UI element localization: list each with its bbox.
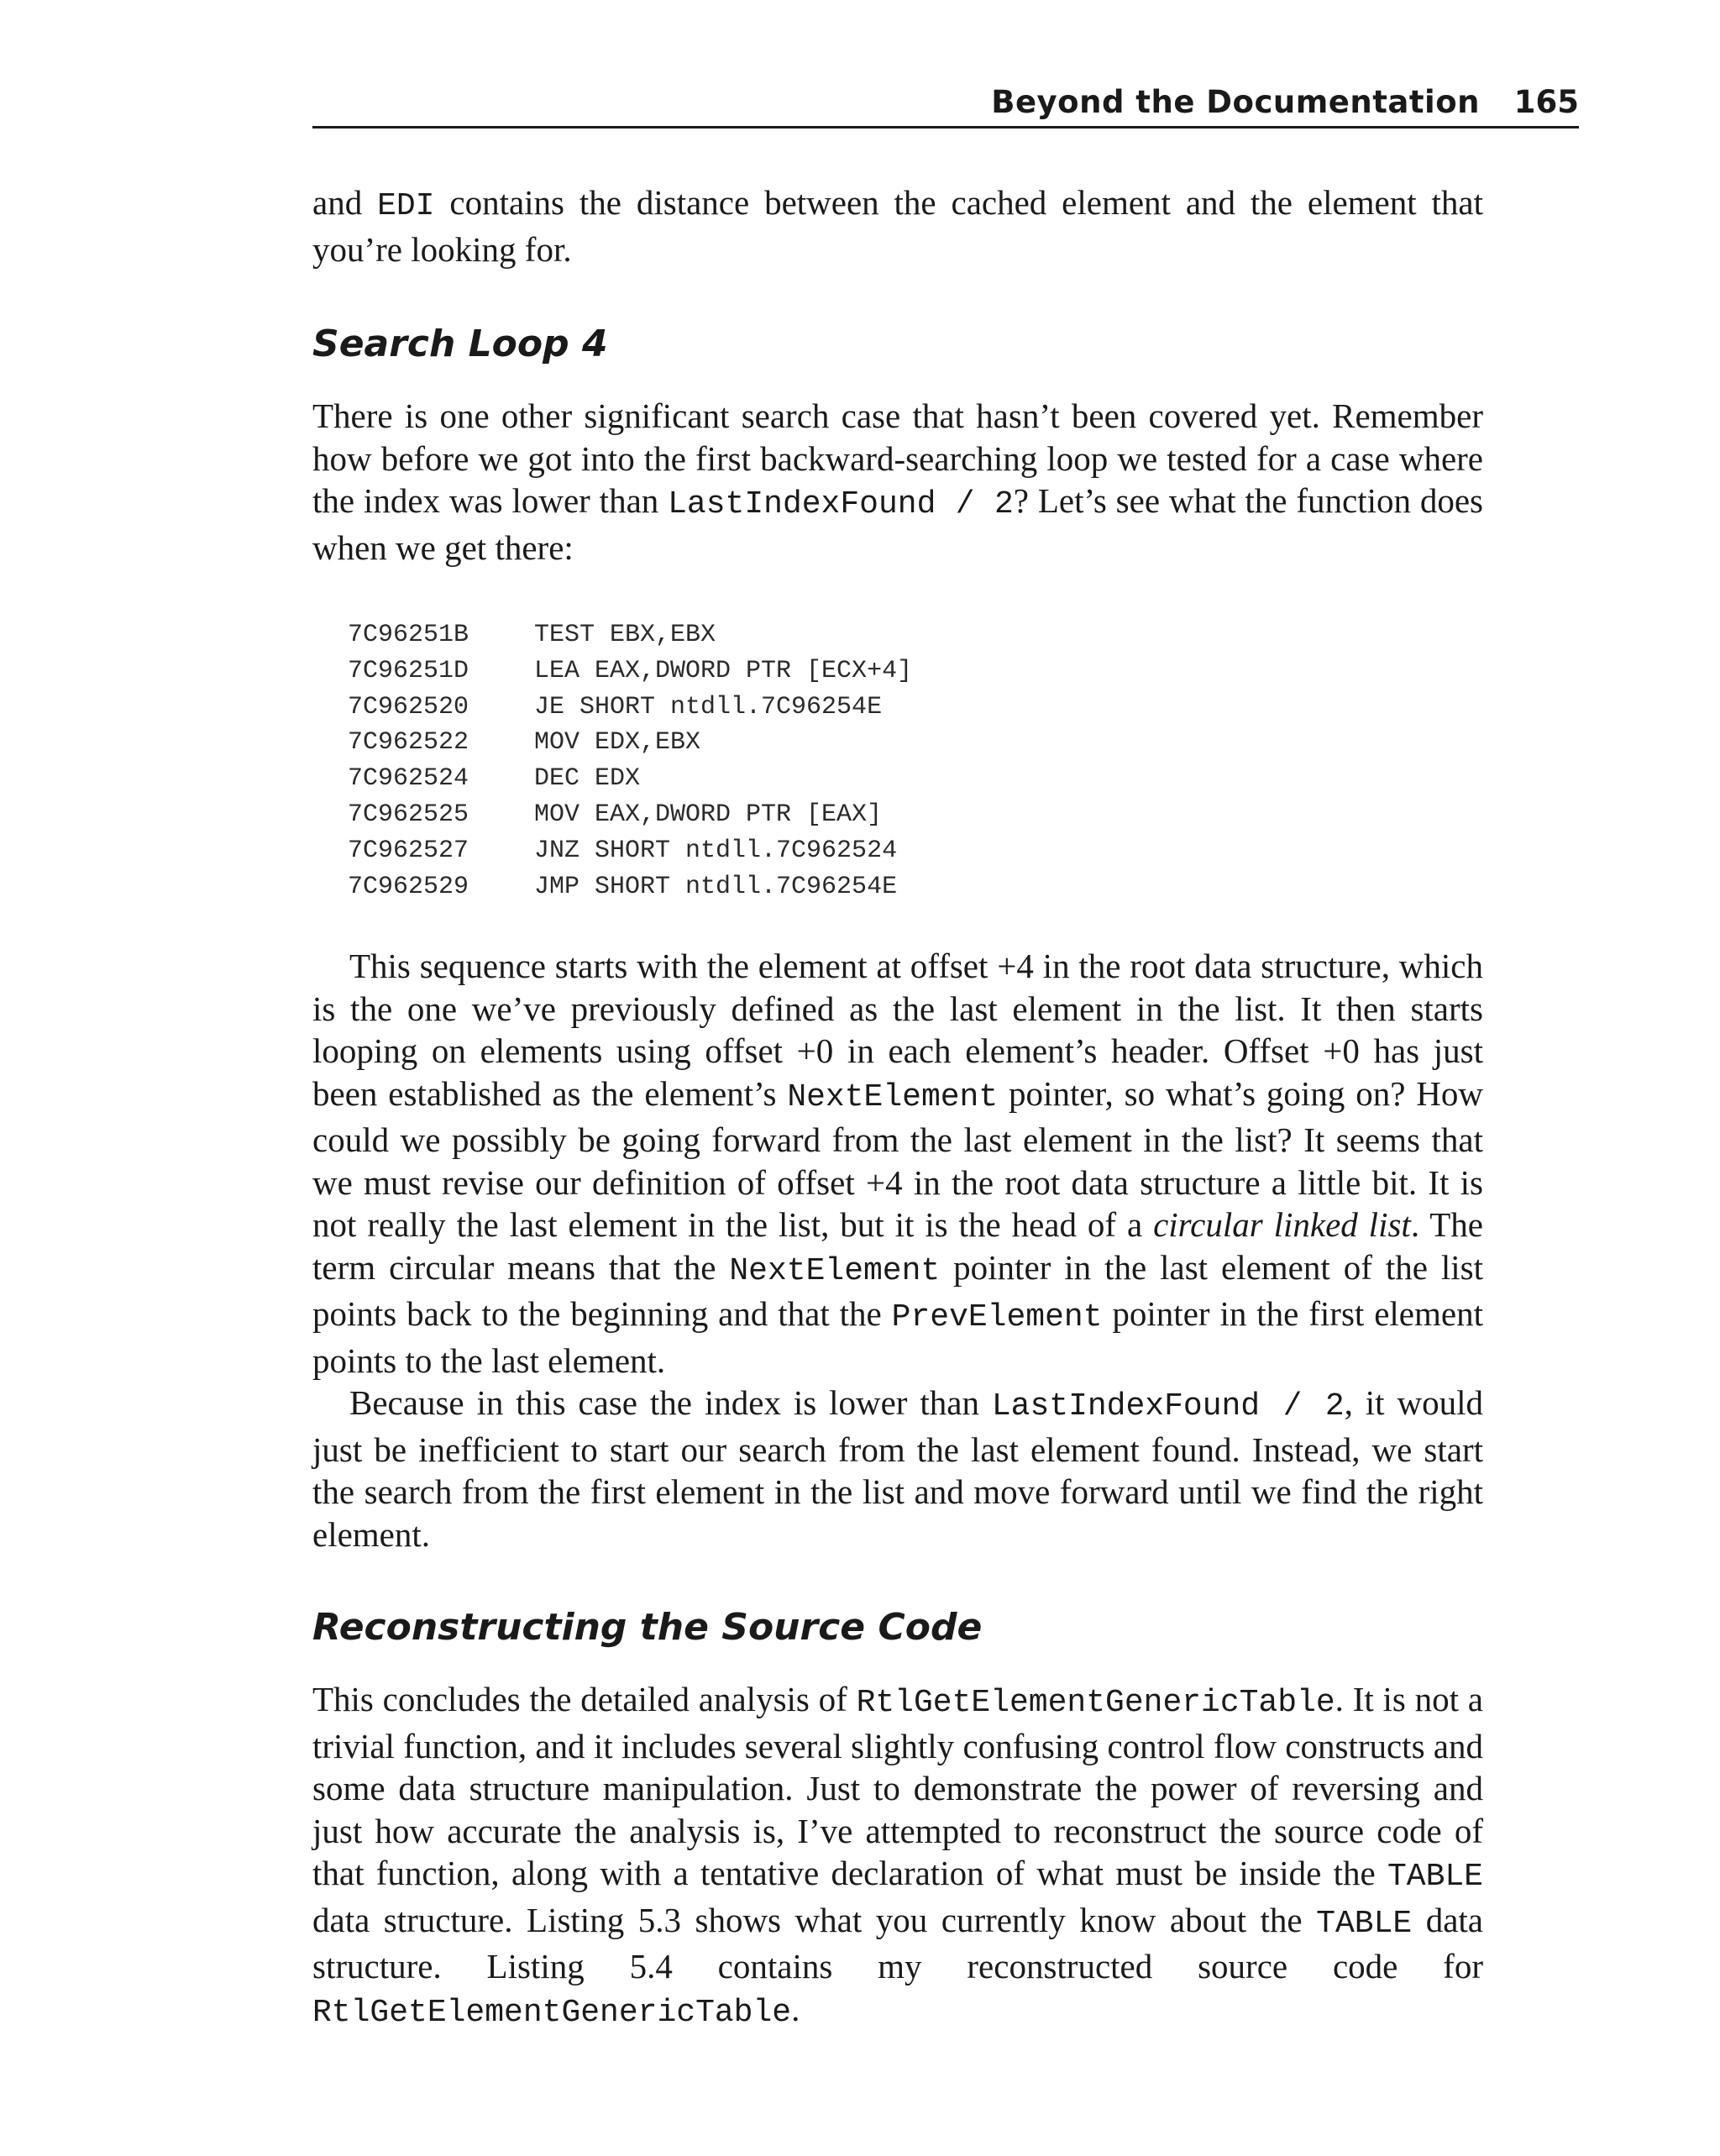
listing-address: 7C962529 bbox=[348, 872, 469, 901]
emphasis-circular-linked-list: circular linked list bbox=[1153, 1205, 1411, 1245]
code-nextelement: NextElement bbox=[729, 1252, 941, 1289]
listing-line bbox=[348, 761, 1483, 797]
listing-instruction: MOV EAX,DWORD PTR [EAX] bbox=[534, 800, 883, 829]
listing-instruction: JMP SHORT ntdll.7C96254E bbox=[534, 872, 898, 901]
assembly-listing bbox=[348, 617, 1483, 905]
paragraph-first-element-search: Because in this case the index is lower than LastIndexFound / 2, it would just be inefficient to start our search from the last element found. Instead, we start the search from the first element in the list and move forward until we find the right element. bbox=[312, 1383, 1483, 1554]
page-body bbox=[312, 181, 1483, 2034]
listing-line bbox=[348, 653, 1483, 690]
paragraph-conclusion: This concludes the detailed analysis of RtlGetElementGenericTable. It is not a trivial function, and it includes several slightly confusing control flow constructs and some data structure manipulation. Just to demonstrate the power of reversing and just how accurate the analysis is, I’ve attempted to reconstruct the source code of that function, along with a tentative declaration of what must be inside the TABLE data structure. Listing 5.3 shows what you currently know about the TABLE data structure. Listing 5.4 contains my reconstructed source code for RtlGetElementGenericTable. bbox=[312, 1680, 1483, 2031]
section-heading-search-loop-4: Search Loop 4 bbox=[312, 323, 608, 365]
page-number: 165 bbox=[1513, 84, 1579, 120]
code-edi: EDI bbox=[377, 188, 435, 224]
paragraph-circular-list: This sequence starts with the element at offset +4 in the root data structure, which is the one we’ve previously defined as the last element in the list. It then starts looping on elements using offset +0 in each element’s header. Offset +0 has just been established as the element’s NextElement pointer, so what’s going on? How could we possibly be going forward from the last element in the list? It seems that we must revise our definition of offset +4 in the root data structure a little bit. It is not really the last element in the list, but it is the head of a circular linked list. The term circular means that the NextElement pointer in the last element of the list points back to the beginning and that the PrevElement pointer in the first element points to the last element. bbox=[312, 947, 1484, 1380]
code-prevelement: PrevElement bbox=[891, 1299, 1103, 1336]
listing-address: 7C962527 bbox=[348, 836, 469, 865]
listing-instruction: LEA EAX,DWORD PTR [ECX+4] bbox=[534, 656, 913, 685]
listing-address: 7C962524 bbox=[348, 764, 469, 794]
listing-address: 7C962522 bbox=[348, 728, 469, 758]
listing-instruction: DEC EDX bbox=[534, 764, 641, 794]
paragraph-edi-distance: and EDI contains the distance between the cached element and the element that you’re looking for. bbox=[312, 183, 1483, 269]
section-heading-reconstructing: Reconstructing the Source Code bbox=[312, 1606, 983, 1650]
code-nextelement: NextElement bbox=[787, 1078, 999, 1115]
code-table: TABLE bbox=[1387, 1859, 1483, 1896]
listing-line bbox=[348, 725, 1483, 761]
listing-instruction: JE SHORT ntdll.7C96254E bbox=[534, 692, 883, 721]
listing-line bbox=[348, 797, 1483, 833]
listing-instruction: JNZ SHORT ntdll.7C962524 bbox=[534, 836, 898, 865]
listing-line bbox=[348, 869, 1483, 905]
code-lastindexfound: LastIndexFound / 2 bbox=[668, 486, 1014, 522]
paragraph-search-case: There is one other significant search case that hasn’t been covered yet. Remember how before we got into the first backward-searching loop we tested for a case where the index was lower than LastIndexFound / 2? Let’s see what the function does when we get there: bbox=[312, 396, 1483, 567]
code-lastindexfound: LastIndexFound / 2 bbox=[991, 1388, 1345, 1425]
code-rtlgetelementgenerictable: RtlGetElementGenericTable bbox=[856, 1685, 1335, 1722]
listing-line bbox=[348, 690, 1483, 726]
listing-address: 7C96251D bbox=[348, 656, 469, 685]
header-title: Beyond the Documentation bbox=[991, 84, 1480, 120]
listing-address: 7C96251B bbox=[348, 621, 469, 649]
code-table: TABLE bbox=[1316, 1905, 1413, 1942]
listing-address: 7C962520 bbox=[348, 692, 469, 721]
listing-line bbox=[348, 617, 1483, 653]
listing-instruction: TEST EBX,EBX bbox=[534, 621, 716, 649]
running-header bbox=[312, 82, 1579, 129]
listing-address: 7C962525 bbox=[348, 800, 469, 829]
listing-instruction: MOV EDX,EBX bbox=[534, 728, 701, 758]
listing-line bbox=[348, 833, 1483, 869]
code-rtlgetelementgenerictable: RtlGetElementGenericTable bbox=[312, 1994, 792, 2031]
